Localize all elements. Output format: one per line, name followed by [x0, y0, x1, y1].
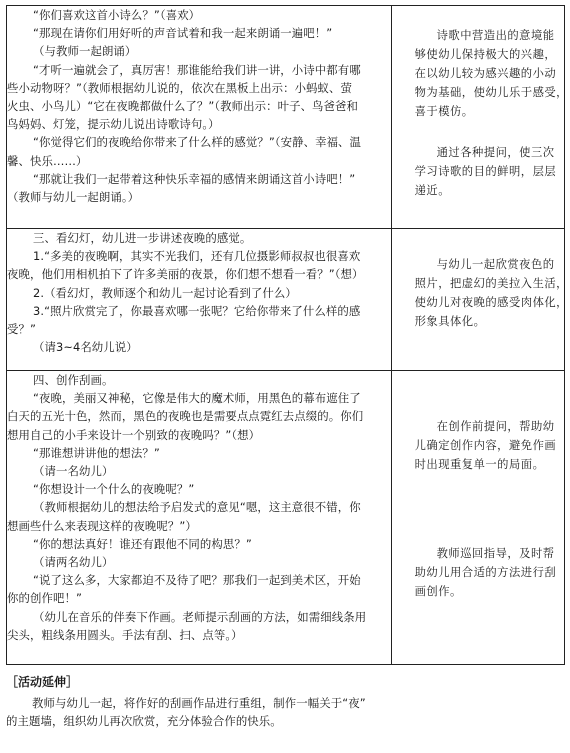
section-3-content — [7, 371, 392, 665]
text-line: 想画些什么来表现这样的夜晚呢？”） — [7, 518, 197, 533]
note-line: 儿确定创作内容，避免作画 — [414, 439, 557, 452]
note-line: 使幼儿对夜晚的感受肉体化， — [414, 296, 568, 309]
side-note — [392, 255, 568, 331]
note-line: 喜于模仿。 — [414, 105, 474, 118]
text-line: “你的想法真好！谁还有跟他不同的构思？” — [33, 536, 252, 551]
note-line: 在以幼儿较为感兴趣的小动 — [414, 67, 557, 80]
text-line: 教师与幼儿一起，将作好的刮画作品进行重组，制作一幅关于“夜” — [32, 696, 366, 710]
text-line: “你觉得它们的夜晚给你带来了什么样的感觉？”（安静、幸福、温 — [33, 135, 362, 150]
text-line: （与教师一起朗诵） — [33, 44, 137, 59]
side-note — [392, 26, 568, 121]
text-line: 鸟妈妈、灯笼，提示幼儿说出诗歌诗句。） — [7, 117, 220, 132]
note-line: 递近。 — [414, 184, 450, 197]
text-line: （教师根据幼儿的想法给予启发式的意见“嗯，这主意很不错，你 — [33, 500, 361, 515]
text-line: （请3~4名幼儿说） — [33, 340, 138, 355]
side-note — [392, 417, 564, 474]
text-line: （教师与幼儿一起朗诵。） — [7, 190, 140, 205]
text-line: 3.“照片欣赏完了，你最喜欢哪一张呢？它给你带来了什么样的感 — [33, 303, 361, 318]
text-line: “那就让我们一起带着这种快乐幸福的感情来朗诵这首小诗吧！” — [33, 171, 356, 186]
table-row — [7, 6, 565, 229]
section-2-content — [7, 229, 392, 371]
note-line: 学习诗歌的目的鲜明，层层 — [414, 165, 557, 178]
text-line: “你们喜欢这首小诗么？”（喜欢） — [33, 8, 201, 22]
text-line: “你想设计一个什么的夜晚呢？” — [33, 482, 195, 497]
note-line: 形象具体化。 — [414, 315, 486, 328]
table-row — [7, 371, 565, 665]
note-line: 诗歌中营造出的意境能 — [436, 29, 555, 42]
text-line: 想用自己的小手来设计一个别致的夜晚吗？”（想） — [7, 427, 261, 442]
text-line: （幼儿在音乐的伴奏下作画。老师提示刮画的方法，如需细线条用 — [33, 609, 367, 624]
text-line: 些小动物呀？”（教师根据幼儿说的，依次在黑板上出示：小蚂蚁、萤 — [7, 80, 353, 95]
section-2-notes — [392, 229, 568, 371]
note-line: 物为基础，使幼儿乐于感受， — [414, 86, 568, 99]
note-line: 教师巡回指导，及时帮 — [436, 547, 555, 560]
text-line: 1.“多美的夜晚啊，其实不光我们，还有几位摄影师叔叔也很喜欢 — [33, 249, 361, 264]
text-line: （请一名幼儿） — [33, 464, 114, 479]
note-line: 画创作。 — [414, 585, 462, 598]
text-line: 白天的五光十色，然而，黑色的夜晚也是需要点点霓红去点缀的。你们 — [7, 409, 364, 424]
note-line: 时出现重复单一的局面。 — [414, 458, 545, 471]
note-line: 助幼儿用合适的方法进行刮 — [414, 566, 557, 579]
text-line: 的主题墙，组织幼儿再次欣赏，充分体验合作的快乐。 — [6, 714, 282, 729]
text-line: “那现在请你们用好听的声音试着和我一起来朗诵一遍吧！” — [33, 26, 333, 41]
activity-extension — [6, 672, 562, 730]
section-1-content — [7, 6, 392, 229]
note-line: 通过各种提问，使三次 — [436, 146, 555, 159]
note-line: 与幼儿一起欣赏夜色的 — [436, 258, 555, 271]
text-line: “那谁想讲讲他的想法？” — [33, 445, 160, 460]
text-line: “夜晚，美丽又神秘，它像是伟大的魔术师，用黑色的幕布遮住了 — [33, 391, 361, 406]
text-line: 你的创作吧！” — [7, 591, 82, 606]
note-line: 照片，把虚幻的美拉入生活， — [414, 277, 568, 290]
text-line: （请两名幼儿） — [33, 555, 114, 570]
text-line: “才听一遍就会了，真厉害！那谁能给我们讲一讲，小诗中都有哪 — [33, 62, 361, 77]
section-1-notes — [392, 6, 568, 229]
note-line: 在创作前提问，帮助幼 — [436, 420, 555, 433]
side-note — [392, 143, 564, 200]
text-line: 夜晚，他们用相机拍下了许多美丽的夜景，你们想不想看一看？”（想） — [7, 267, 364, 282]
table-row — [7, 229, 565, 371]
side-note — [392, 544, 564, 601]
text-line: 火虫、小鸟儿）“它在夜晚都做什么了？”（教师出示：叶子、鸟爸爸和 — [7, 99, 359, 114]
extension-heading: ［活动延伸］ — [6, 675, 79, 689]
section-3-notes — [392, 371, 565, 665]
text-line: 2.（看幻灯，教师逐个和幼儿一起讨论看到了什么） — [33, 285, 297, 300]
text-line: “说了这么多，大家都迫不及待了吧？那我们一起到美术区，开始 — [33, 573, 361, 588]
text-line: 馨、快乐……） — [7, 153, 88, 168]
note-line: 够使幼儿保持极大的兴趣， — [414, 48, 557, 61]
text-line: 三、看幻灯，幼儿进一步讲述夜晚的感觉。 — [33, 231, 252, 245]
text-line: 尖头，粗线条用圆头。手法有刮、扫、点等。） — [7, 627, 243, 642]
text-line: 受？” — [7, 322, 36, 337]
text-line: 四、创作刮画。 — [33, 373, 114, 387]
lesson-table — [6, 5, 568, 665]
